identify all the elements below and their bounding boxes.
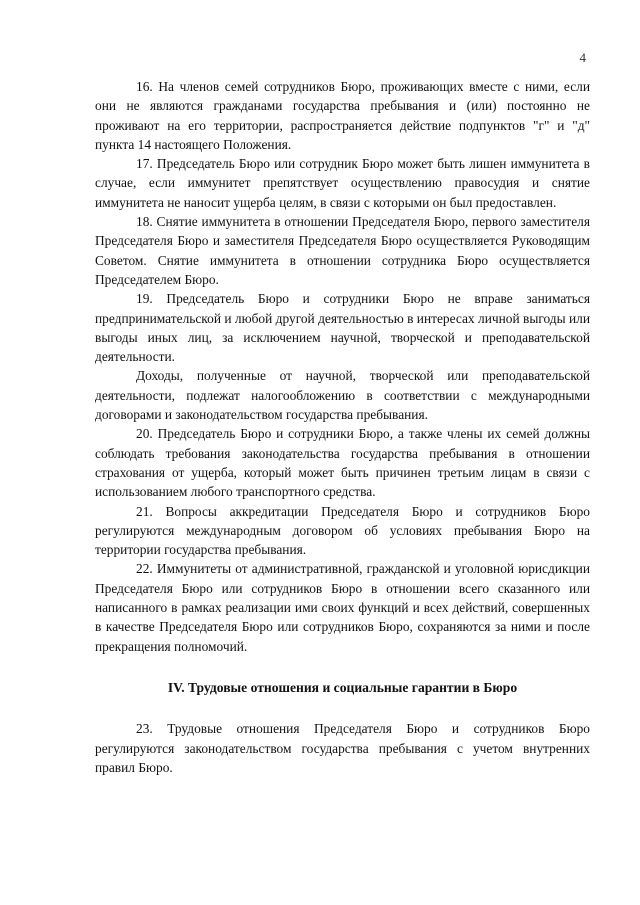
paragraph-19: 19. Председатель Бюро и сотрудники Бюро не вправе заниматься предпринимательской и любой другой деятельностью в интересах личной выгоды или выгоды иных лиц, за исключением научной, творческой и преподавательской деятельности.: [95, 291, 590, 365]
paragraph-19-income: Доходы, полученные от научной, творческой или преподавательской деятельности, подлежат налогообложению в соответствии с международными договорами и законодательством государства пребывания.: [95, 368, 590, 423]
section-heading: IV. Трудовые отношения и социальные гарантии в Бюро: [167, 679, 518, 695]
paragraph-21: 21. Вопросы аккредитации Председателя Бюро и сотрудников Бюро регулируются международным договором об условиях пребывания Бюро на территории государства пребывания.: [95, 503, 590, 558]
paragraph-22: 22. Иммунитеты от административной, гражданской и уголовной юрисдикции Председателя Бюро или сотрудников Бюро в отношении всего сказанного или написанного в рамках реализации ими своих функций и всех действий, совершенных в качестве Председателя Бюро или сотрудников Бюро, сохраняются за ними и после прекращения полномочий.: [95, 561, 590, 654]
paragraph-17: 17. Председатель Бюро или сотрудник Бюро может быть лишен иммунитета в случае, если иммунитет препятствует осуществлению правосудия и снятие иммунитета не наносит ущерба целям, в связи с которыми он был предоставлен.: [95, 156, 590, 210]
paragraph-20: 20. Председатель Бюро и сотрудники Бюро, а также члены их семей должны соблюдать требования законодательства государства пребывания в отношении страхования от ущерба, который может быть причинен третьим лицам в связи с использованием любого транспортного средства.: [95, 426, 590, 500]
paragraph-18: 18. Снятие иммунитета в отношении Председателя Бюро, первого заместителя Председателя Бюро и заместителя Председателя Бюро осуществляется Руководящим Советом. Снятие иммунитета в отношении сотрудника Бюро осуществляется Председателем Бюро.: [95, 214, 590, 287]
document-body: [95, 77, 590, 777]
paragraph-16: 16. На членов семей сотрудников Бюро, проживающих вместе с ними, если они не являются гражданами государства пребывания и (или) постоянно не проживают на его территории, распространяется действие подпунктов "г" и "д" пункта 14 настоящего Положения.: [95, 79, 590, 152]
paragraph-23: 23. Трудовые отношения Председателя Бюро и сотрудников Бюро регулируются законодательством государства пребывания с учетом внутренних правил Бюро.: [95, 721, 590, 775]
page-number: 4: [579, 50, 586, 65]
